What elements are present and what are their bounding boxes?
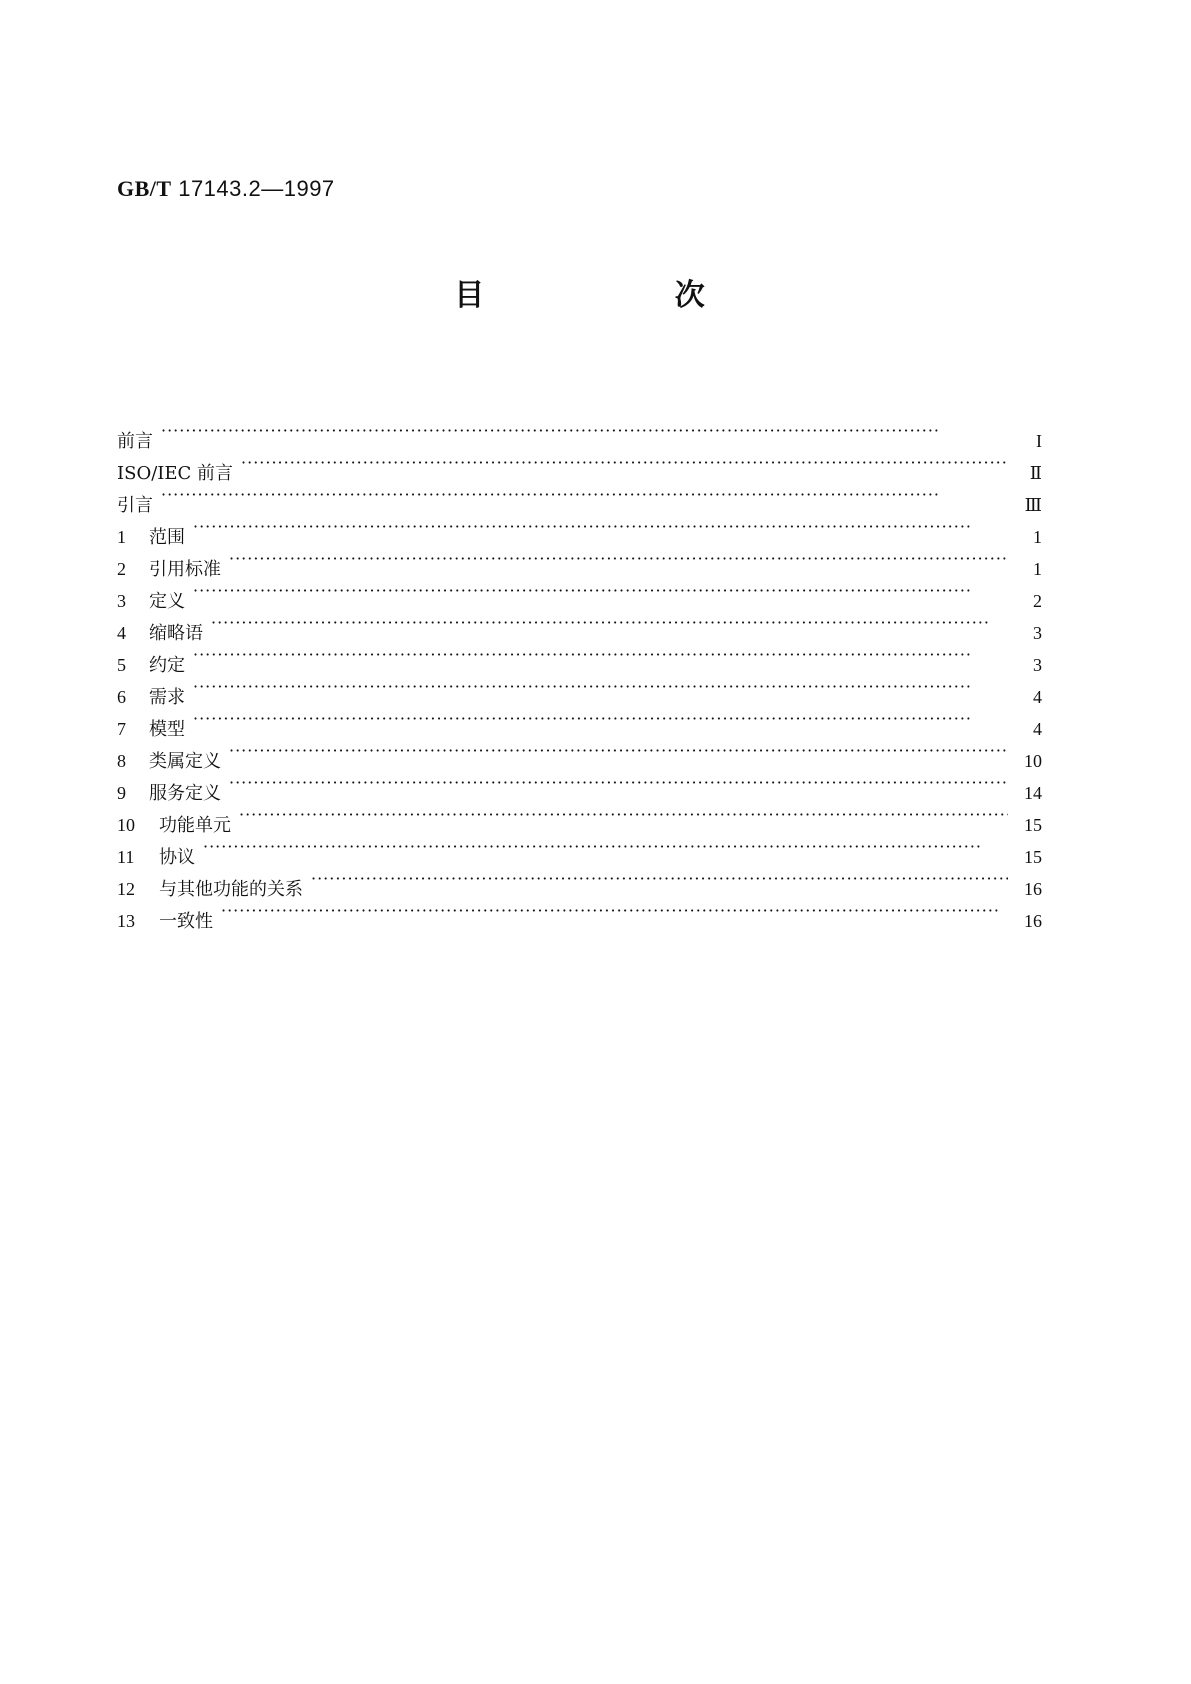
toc-entry-number: 10 <box>117 815 135 835</box>
toc-entry[interactable] <box>117 895 1042 932</box>
toc-entry-page: 3 <box>1033 623 1042 643</box>
toc-entry-label: 缩略语 <box>149 623 203 644</box>
toc-entry[interactable] <box>117 511 1042 548</box>
toc-entry[interactable] <box>117 607 1042 644</box>
toc-dot-leader <box>193 639 1008 671</box>
toc-entry[interactable] <box>117 415 1042 452</box>
toc-entry-number: 2 <box>117 559 126 579</box>
table-of-contents <box>117 415 1042 932</box>
toc-entry[interactable] <box>117 543 1042 580</box>
toc-dot-leader <box>221 895 1008 927</box>
document-code-number: 17143.2—1997 <box>178 176 335 201</box>
toc-entry-label: 前言 <box>117 431 153 452</box>
toc-entry-label: 需求 <box>149 687 185 708</box>
toc-dot-leader <box>193 671 1008 703</box>
toc-dot-leader <box>229 735 1008 767</box>
toc-entry-page: Ⅱ <box>1029 463 1042 483</box>
toc-entry-label: 定义 <box>149 591 185 612</box>
toc-dot-leader <box>193 575 1008 607</box>
toc-entry-page: 4 <box>1033 719 1042 739</box>
toc-entry[interactable] <box>117 575 1042 612</box>
toc-dot-leader <box>239 799 1008 831</box>
toc-entry[interactable] <box>117 671 1042 708</box>
toc-entry-page: 10 <box>1024 751 1042 771</box>
toc-entry-page: 1 <box>1033 559 1042 579</box>
toc-entry-label: 类属定义 <box>149 751 221 772</box>
toc-entry-label: 范围 <box>149 527 185 548</box>
toc-entry-number: 6 <box>117 687 126 707</box>
toc-entry-number: 11 <box>117 847 135 867</box>
toc-entry[interactable] <box>117 863 1042 900</box>
toc-entry[interactable] <box>117 735 1042 772</box>
toc-entry-page: 15 <box>1024 815 1042 835</box>
toc-entry-page: 16 <box>1024 911 1042 931</box>
toc-entry-label: 引言 <box>117 495 153 516</box>
toc-entry-page: 14 <box>1024 783 1042 803</box>
toc-entry-page: I <box>1036 431 1042 451</box>
toc-entry-page: 1 <box>1033 527 1042 547</box>
toc-dot-leader <box>229 543 1008 575</box>
toc-entry-number: 13 <box>117 911 135 931</box>
toc-entry-label: 功能单元 <box>159 815 231 836</box>
toc-entry[interactable] <box>117 639 1042 676</box>
toc-entry-number: 8 <box>117 751 126 771</box>
toc-dot-leader <box>161 415 1008 447</box>
toc-entry-label: 协议 <box>159 847 195 868</box>
toc-dot-leader <box>311 863 1008 895</box>
toc-entry-number: 12 <box>117 879 135 899</box>
toc-entry-label: 与其他功能的关系 <box>159 879 303 900</box>
toc-entry[interactable] <box>117 703 1042 740</box>
toc-entry-label: 引用标准 <box>149 559 221 580</box>
document-code <box>117 176 335 202</box>
toc-entry[interactable] <box>117 831 1042 868</box>
toc-dot-leader <box>229 767 1008 799</box>
toc-dot-leader <box>193 703 1008 735</box>
toc-entry-page: Ⅲ <box>1024 495 1042 515</box>
toc-entry[interactable] <box>117 479 1042 516</box>
toc-entry-number: 4 <box>117 623 126 643</box>
toc-entry-number: 5 <box>117 655 126 675</box>
toc-dot-leader <box>203 831 1008 863</box>
toc-title: 目 次 <box>454 278 795 313</box>
toc-entry-label: 约定 <box>149 655 185 676</box>
toc-entry-page: 15 <box>1024 847 1042 867</box>
toc-dot-leader <box>193 511 1008 543</box>
toc-dot-leader <box>211 607 1008 639</box>
toc-entry[interactable] <box>117 799 1042 836</box>
toc-entry-number: 9 <box>117 783 126 803</box>
toc-entry-label: ISO/IEC 前言 <box>117 463 234 484</box>
toc-entry-page: 2 <box>1033 591 1042 611</box>
toc-entry[interactable] <box>117 447 1042 484</box>
toc-entry-page: 16 <box>1024 879 1042 899</box>
document-code-prefix: GB/T <box>117 176 172 201</box>
toc-entry-label: 服务定义 <box>149 783 221 804</box>
toc-entry-page: 4 <box>1033 687 1042 707</box>
toc-entry-number: 3 <box>117 591 126 611</box>
toc-entry-label: 一致性 <box>159 911 213 932</box>
toc-dot-leader <box>241 447 1008 479</box>
toc-entry-number: 1 <box>117 527 126 547</box>
toc-dot-leader <box>161 479 1008 511</box>
toc-entry-number: 7 <box>117 719 126 739</box>
toc-entry-page: 3 <box>1033 655 1042 675</box>
toc-entry-label: 模型 <box>149 719 185 740</box>
toc-entry[interactable] <box>117 767 1042 804</box>
